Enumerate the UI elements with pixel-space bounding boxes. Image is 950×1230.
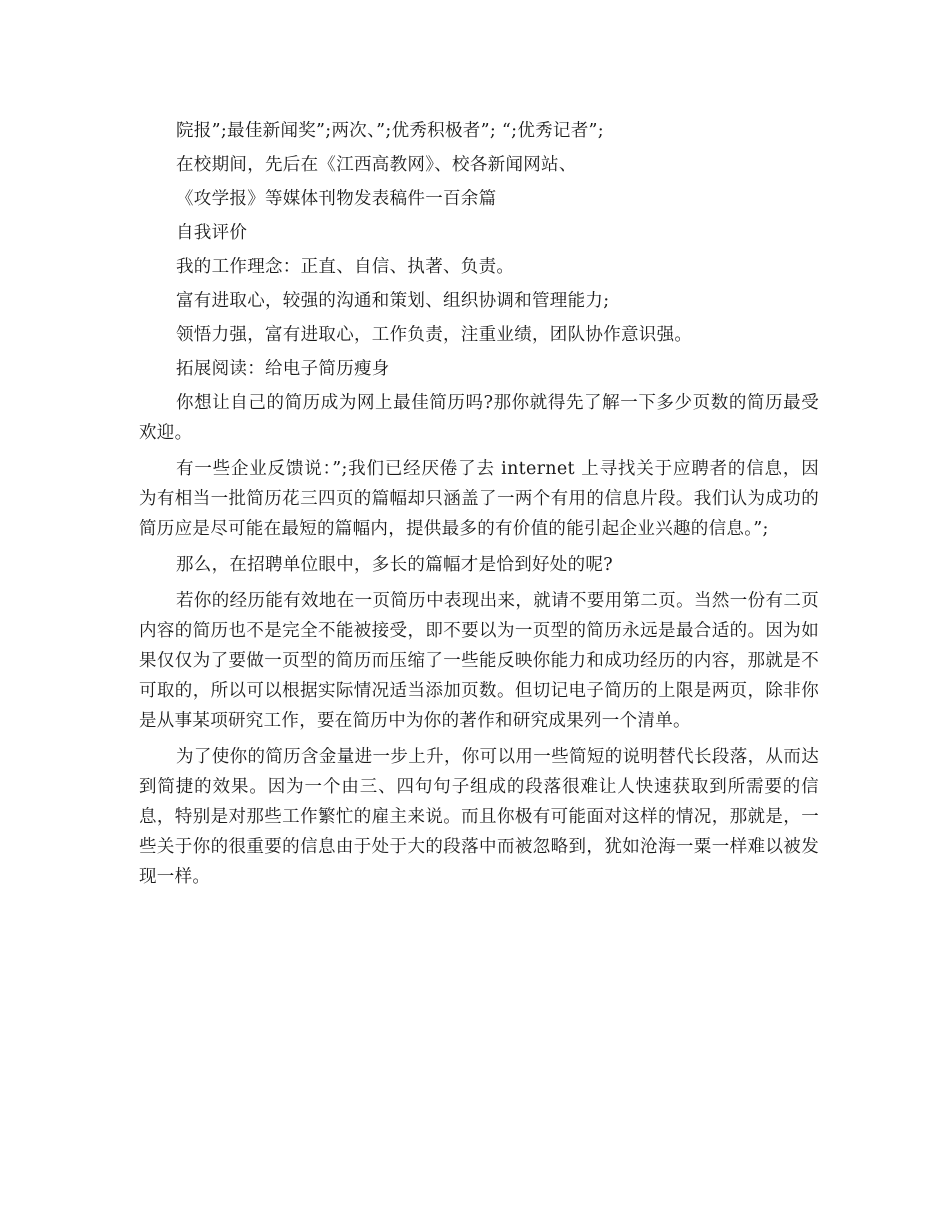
paragraph-question: 那么，在招聘单位眼中，多长的篇幅才是恰到好处的呢? — [176, 555, 613, 575]
ability-line: 富有进取心，较强的沟通和策划、组织协调和管理能力; — [176, 291, 610, 311]
paragraph-conciseness: 为了使你的简历含金量进一步上升，你可以用一些简短的说明替代长段落，从而达到简捷的效果。因为一个由三、四句句子组成的段落很难让人快速获取到所需要的信息，特别是对那些工作繁忙的雇主来说。而且你极有可能面对这样的情况，那就是，一些关于你的很重要的信息由于处于大的段落中而被忽略到，犹如沧海一粟一样难以被发现一样。 — [139, 747, 819, 887]
publication-line-1: 在校期间，先后在《江西高教网》、校各新闻网站、 — [176, 155, 577, 175]
award-line: 院报”;最佳新闻奖”;两次、”;优秀积极者”; “;优秀记者”; — [176, 121, 604, 141]
paragraph-intro: 你想让自己的简历成为网上最佳简历吗?那你就得先了解一下多少页数的简历最受欢迎。 — [139, 393, 819, 443]
document-body — [139, 116, 819, 898]
paragraph-page-length: 若你的经历能有效地在一页简历中表现出来，就请不要用第二页。当然一份有二页内容的简历也不是完全不能被接受，即不要以为一页型的简历永远是最合适的。因为如果仅仅为了要做一页型的简历而压缩了一些能反映你能力和成功经历的内容，那就是不可取的，所以可以根据实际情况适当添加页数。但切记电子简历的上限是两页，除非你是从事某项研究工作，要在简历中为你的著作和研究成果列一个清单。 — [139, 591, 819, 731]
work-philosophy-line: 我的工作理念：正直、自信、执著、负责。 — [176, 257, 515, 277]
publication-line-2: 《攻学报》等媒体刊物发表稿件一百余篇 — [176, 189, 497, 209]
self-evaluation-heading: 自我评价 — [176, 223, 248, 243]
paragraph-feedback: 有一些企业反馈说：”;我们已经厌倦了去 internet 上寻找关于应聘者的信息，因为有相当一批简历花三四页的篇幅却只涵盖了一两个有用的信息片段。我们认为成功的简历应是尽可能在最短的篇幅内，提供最多的有价值的能引起企业兴趣的信息。”; — [139, 459, 819, 539]
extended-reading-heading: 拓展阅读：给电子简历瘦身 — [176, 359, 390, 379]
strength-line: 领悟力强，富有进取心，工作负责，注重业绩，团队协作意识强。 — [176, 325, 693, 345]
